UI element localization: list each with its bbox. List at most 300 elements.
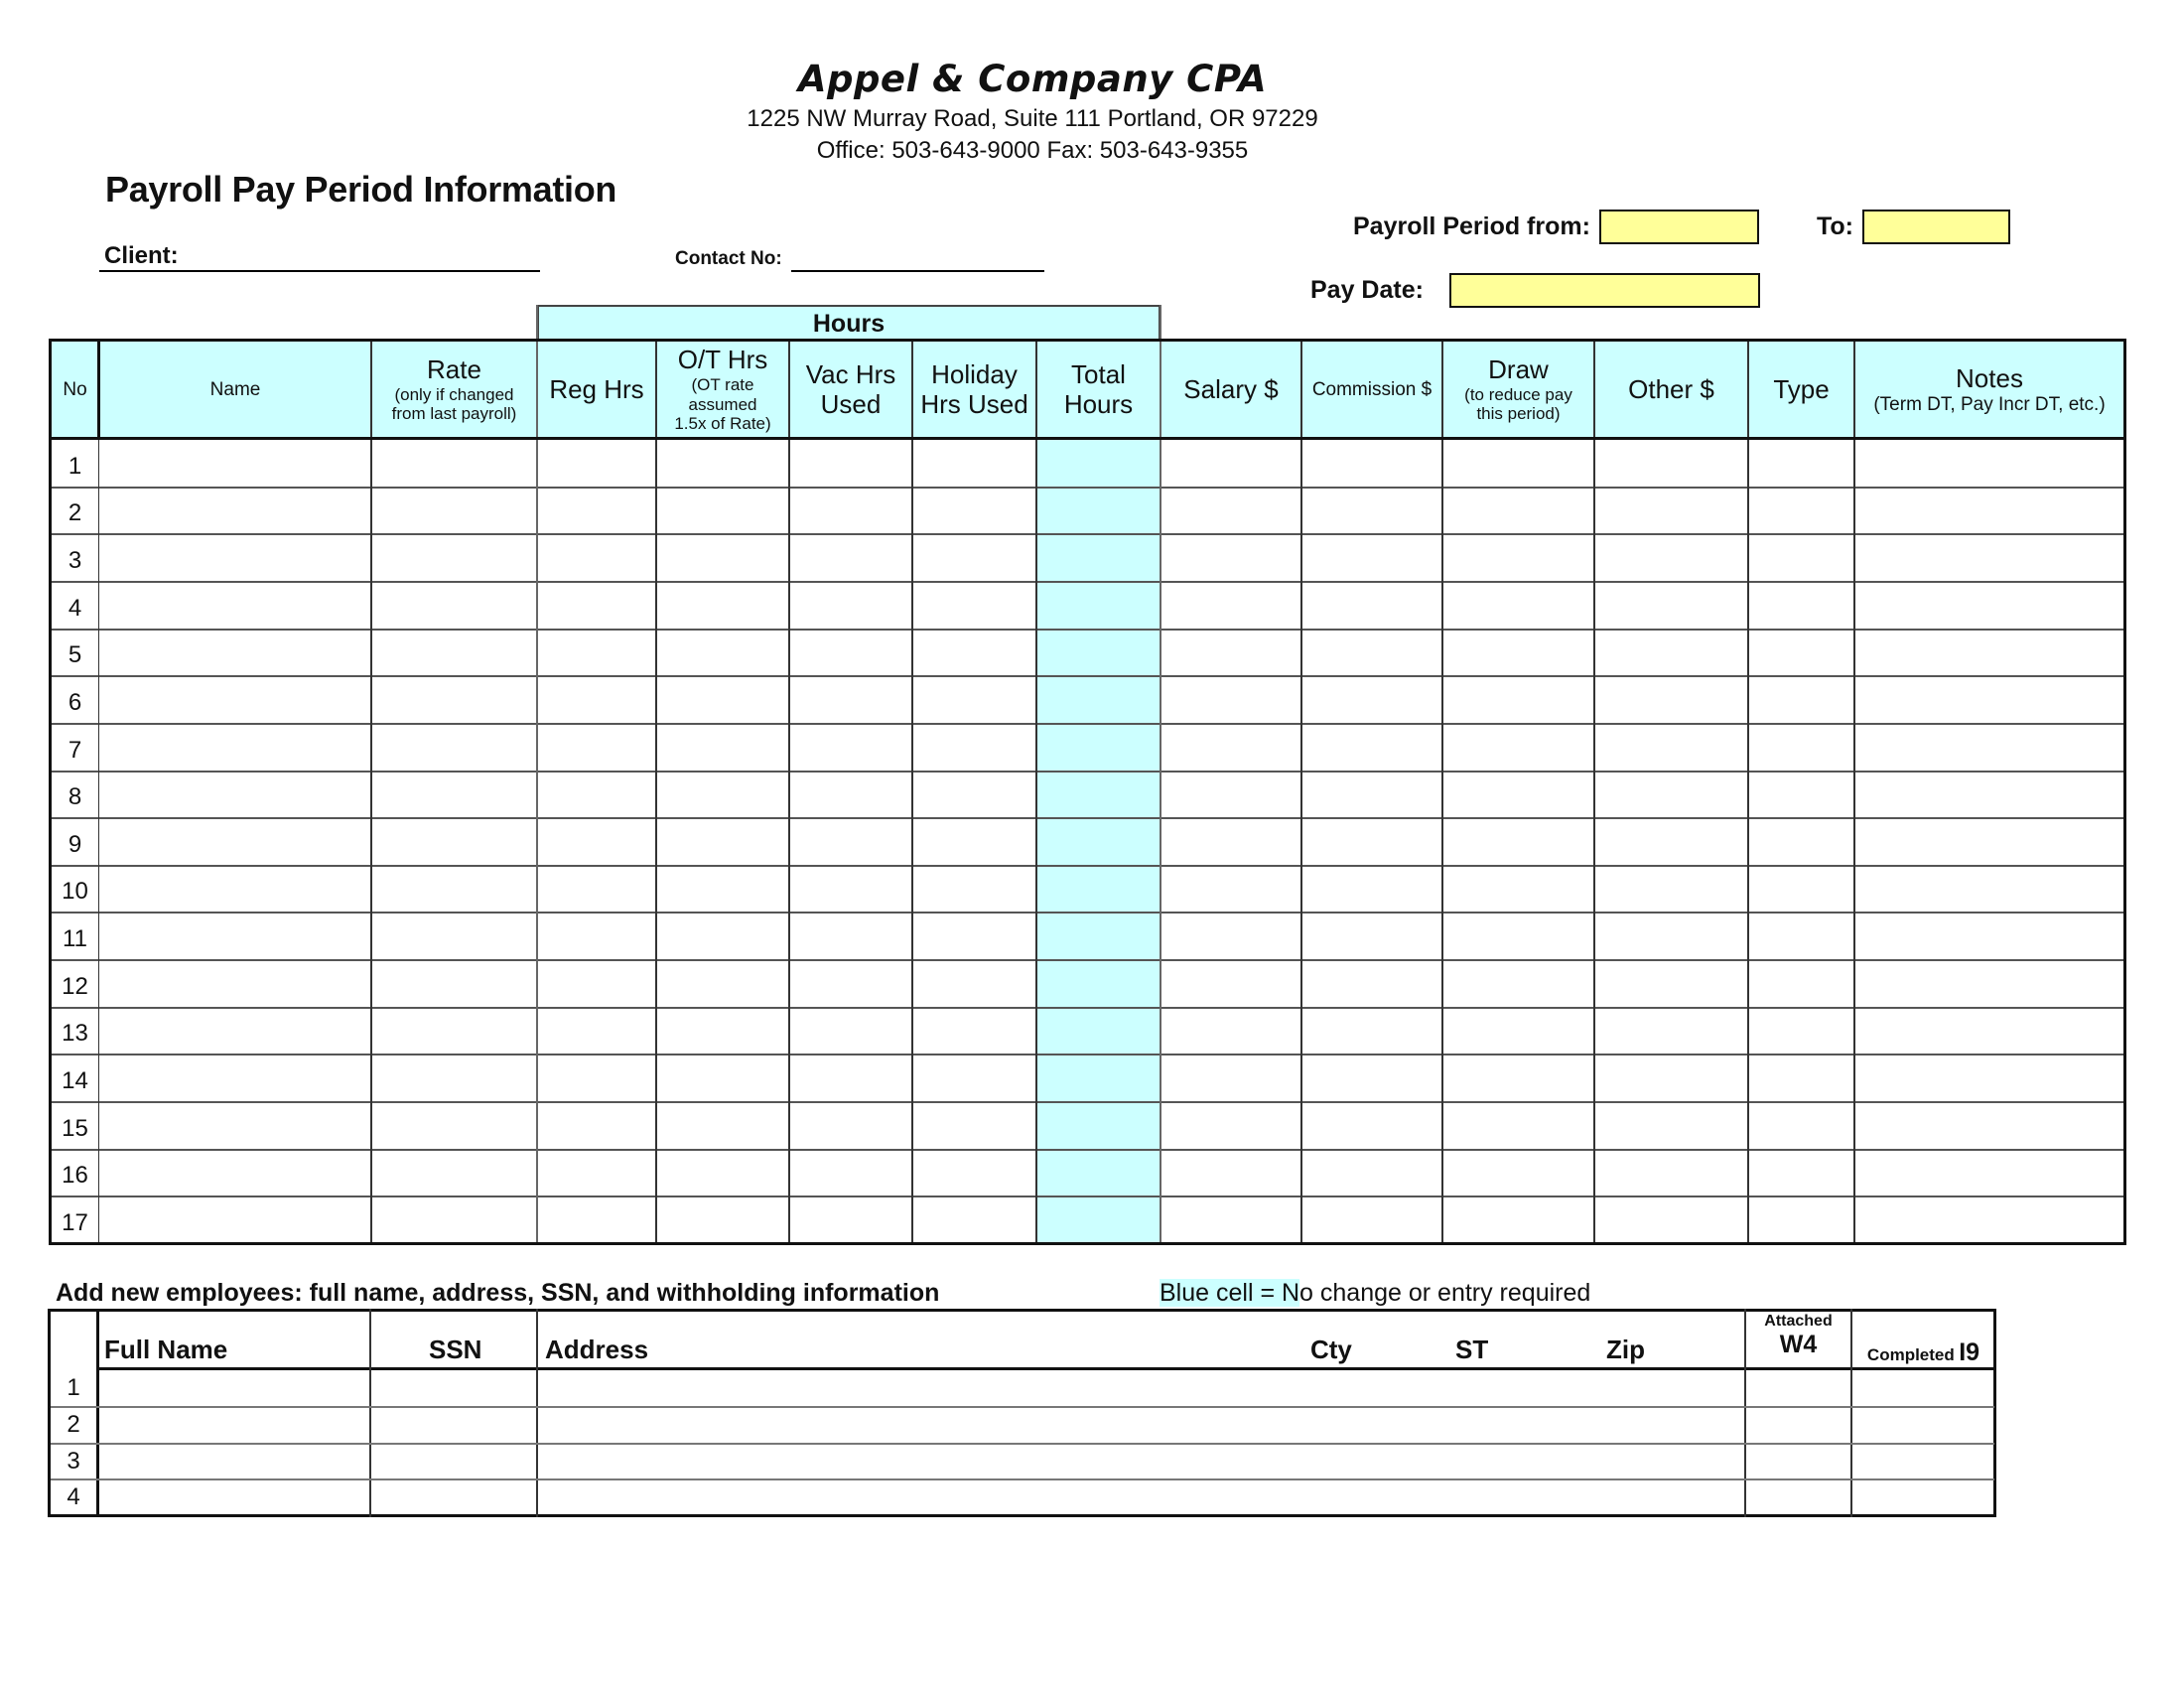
- cell-draw[interactable]: [1442, 959, 1594, 1007]
- cell-rate[interactable]: [371, 723, 537, 771]
- cell-name[interactable]: [99, 675, 371, 723]
- cell-vac-hrs[interactable]: [789, 1101, 912, 1149]
- cell-commission[interactable]: [1301, 959, 1442, 1007]
- cell-holiday-hrs[interactable]: [912, 533, 1036, 581]
- row-number: 11: [63, 925, 87, 953]
- cell-name[interactable]: [99, 1196, 371, 1243]
- cell-other[interactable]: [1594, 771, 1748, 818]
- cell-reg-hrs[interactable]: [537, 533, 656, 581]
- cell-reg-hrs[interactable]: [537, 581, 656, 629]
- cell-holiday-hrs[interactable]: [912, 675, 1036, 723]
- cell-total-hours: [1036, 533, 1160, 581]
- cell-total-hours: [1036, 1196, 1160, 1243]
- hours-group-header: Hours: [537, 305, 1160, 341]
- cell-rate[interactable]: [371, 581, 537, 629]
- cell-name[interactable]: [99, 1007, 371, 1055]
- cell-rate[interactable]: [371, 629, 537, 676]
- cell-total-hours: [1036, 675, 1160, 723]
- row-line: [51, 865, 2124, 867]
- row-line: [51, 581, 2124, 583]
- cell-salary[interactable]: [1160, 581, 1301, 629]
- col-line: [536, 305, 538, 1243]
- row-number: 15: [62, 1114, 88, 1142]
- cell-commission[interactable]: [1301, 1054, 1442, 1101]
- row-line: [51, 1443, 1994, 1445]
- cell-type[interactable]: [1748, 817, 1854, 865]
- col-line: [370, 340, 372, 1243]
- cell-name[interactable]: [99, 1101, 371, 1149]
- new-emp-cell-ssn[interactable]: [371, 1478, 538, 1515]
- cell-reg-hrs[interactable]: [537, 959, 656, 1007]
- cell-other[interactable]: [1594, 1007, 1748, 1055]
- row-line: [51, 1406, 1994, 1408]
- cell-total-hours: [1036, 723, 1160, 771]
- cell-other[interactable]: [1594, 1149, 1748, 1196]
- cell-vac-hrs[interactable]: [789, 533, 912, 581]
- t2-header-bottom: [97, 1367, 1996, 1370]
- cell-total-hours: [1036, 439, 1160, 487]
- cell-type[interactable]: [1748, 675, 1854, 723]
- col-line: [1850, 1309, 1852, 1517]
- cell-name[interactable]: [99, 439, 371, 487]
- row-number: 7: [68, 736, 82, 764]
- cell-draw[interactable]: [1442, 1054, 1594, 1101]
- cell-draw[interactable]: [1442, 865, 1594, 913]
- cell-holiday-hrs[interactable]: [912, 959, 1036, 1007]
- cell-rate[interactable]: [371, 912, 537, 959]
- cell-holiday-hrs[interactable]: [912, 1101, 1036, 1149]
- new-emp-cell-i9[interactable]: [1852, 1478, 1994, 1515]
- cell-type[interactable]: [1748, 1007, 1854, 1055]
- t2-border-top: [48, 1309, 1996, 1312]
- cell-vac-hrs[interactable]: [789, 1054, 912, 1101]
- row-line: [51, 1149, 2124, 1151]
- cell-ot-hrs[interactable]: [656, 675, 789, 723]
- t2-border-bottom: [48, 1514, 1996, 1517]
- cell-vac-hrs[interactable]: [789, 439, 912, 487]
- cell-notes[interactable]: [1854, 959, 2124, 1007]
- cell-commission[interactable]: [1301, 1007, 1442, 1055]
- cell-salary[interactable]: [1160, 533, 1301, 581]
- cell-other[interactable]: [1594, 581, 1748, 629]
- cell-holiday-hrs[interactable]: [912, 439, 1036, 487]
- cell-draw[interactable]: [1442, 817, 1594, 865]
- cell-holiday-hrs[interactable]: [912, 1007, 1036, 1055]
- cell-notes[interactable]: [1854, 817, 2124, 865]
- cell-draw[interactable]: [1442, 1196, 1594, 1243]
- cell-ot-hrs[interactable]: [656, 581, 789, 629]
- cell-rate[interactable]: [371, 487, 537, 534]
- cell-other[interactable]: [1594, 817, 1748, 865]
- cell-total-hours: [1036, 1054, 1160, 1101]
- row-line: [51, 1478, 1994, 1480]
- col-line: [655, 340, 657, 1243]
- cell-reg-hrs[interactable]: [537, 1007, 656, 1055]
- new-emp-cell-full-name[interactable]: [99, 1369, 371, 1406]
- cell-other[interactable]: [1594, 533, 1748, 581]
- cell-holiday-hrs[interactable]: [912, 912, 1036, 959]
- cell-draw[interactable]: [1442, 912, 1594, 959]
- cell-draw[interactable]: [1442, 581, 1594, 629]
- cell-type[interactable]: [1748, 581, 1854, 629]
- cell-other[interactable]: [1594, 865, 1748, 913]
- cell-total-hours: [1036, 487, 1160, 534]
- cell-commission[interactable]: [1301, 487, 1442, 534]
- period-from-input[interactable]: [1599, 210, 1759, 244]
- cell-commission[interactable]: [1301, 581, 1442, 629]
- cell-rate[interactable]: [371, 675, 537, 723]
- cell-salary[interactable]: [1160, 1054, 1301, 1101]
- col-header-address: Address: [545, 1335, 649, 1364]
- cell-draw[interactable]: [1442, 487, 1594, 534]
- row-line: [51, 629, 2124, 631]
- row-number: 13: [62, 1020, 88, 1048]
- cell-rate[interactable]: [371, 865, 537, 913]
- cell-notes[interactable]: [1854, 1149, 2124, 1196]
- row-number: 2: [68, 499, 82, 527]
- cell-salary[interactable]: [1160, 439, 1301, 487]
- cell-rate[interactable]: [371, 959, 537, 1007]
- new-emp-row-number: 2: [67, 1410, 80, 1438]
- col-header-zip: Zip: [1606, 1335, 1645, 1364]
- row-line: [51, 1007, 2124, 1009]
- cell-vac-hrs[interactable]: [789, 675, 912, 723]
- cell-holiday-hrs[interactable]: [912, 771, 1036, 818]
- new-emp-cell-full-name[interactable]: [99, 1478, 371, 1515]
- cell-ot-hrs[interactable]: [656, 1101, 789, 1149]
- cell-salary[interactable]: [1160, 629, 1301, 676]
- cell-commission[interactable]: [1301, 439, 1442, 487]
- col-header-ssn: SSN: [429, 1335, 482, 1364]
- row-line: [51, 487, 2124, 489]
- new-emp-cell-ssn[interactable]: [371, 1369, 538, 1406]
- cell-vac-hrs[interactable]: [789, 817, 912, 865]
- cell-other[interactable]: [1594, 1054, 1748, 1101]
- row-line: [51, 1054, 2124, 1055]
- col-header-rate: Rate (only if changed from last payroll): [371, 341, 537, 439]
- cell-reg-hrs[interactable]: [537, 439, 656, 487]
- cell-ot-hrs[interactable]: [656, 723, 789, 771]
- col-header-other: Other $: [1594, 341, 1748, 439]
- cell-reg-hrs[interactable]: [537, 723, 656, 771]
- cell-salary[interactable]: [1160, 487, 1301, 534]
- cell-vac-hrs[interactable]: [789, 865, 912, 913]
- table-border-bottom: [49, 1242, 2126, 1245]
- cell-rate[interactable]: [371, 1007, 537, 1055]
- cell-reg-hrs[interactable]: [537, 865, 656, 913]
- cell-holiday-hrs[interactable]: [912, 487, 1036, 534]
- cell-type[interactable]: [1748, 912, 1854, 959]
- cell-salary[interactable]: [1160, 912, 1301, 959]
- cell-type[interactable]: [1748, 723, 1854, 771]
- pay-date-input[interactable]: [1449, 273, 1760, 308]
- cell-name[interactable]: [99, 723, 371, 771]
- cell-ot-hrs[interactable]: [656, 771, 789, 818]
- cell-reg-hrs[interactable]: [537, 1196, 656, 1243]
- t2-border-left: [48, 1309, 51, 1517]
- cell-type[interactable]: [1748, 533, 1854, 581]
- cell-vac-hrs[interactable]: [789, 629, 912, 676]
- cell-type[interactable]: [1748, 487, 1854, 534]
- new-emp-cell-address[interactable]: [538, 1406, 1746, 1443]
- cell-salary[interactable]: [1160, 1007, 1301, 1055]
- cell-commission[interactable]: [1301, 1149, 1442, 1196]
- cell-rate[interactable]: [371, 1054, 537, 1101]
- col-header-holiday-hrs: Holiday Hrs Used: [912, 341, 1036, 439]
- cell-draw[interactable]: [1442, 533, 1594, 581]
- cell-rate[interactable]: [371, 771, 537, 818]
- cell-salary[interactable]: [1160, 1149, 1301, 1196]
- col-line: [1160, 305, 1161, 1243]
- cell-salary[interactable]: [1160, 865, 1301, 913]
- cell-salary[interactable]: [1160, 771, 1301, 818]
- cell-ot-hrs[interactable]: [656, 439, 789, 487]
- cell-ot-hrs[interactable]: [656, 1054, 789, 1101]
- cell-holiday-hrs[interactable]: [912, 1196, 1036, 1243]
- table-border-right: [2123, 340, 2126, 1245]
- cell-type[interactable]: [1748, 959, 1854, 1007]
- cell-commission[interactable]: [1301, 675, 1442, 723]
- period-to-input[interactable]: [1862, 210, 2010, 244]
- cell-reg-hrs[interactable]: [537, 629, 656, 676]
- cell-type[interactable]: [1748, 629, 1854, 676]
- cell-rate[interactable]: [371, 817, 537, 865]
- cell-notes[interactable]: [1854, 723, 2124, 771]
- cell-draw[interactable]: [1442, 629, 1594, 676]
- cell-type[interactable]: [1748, 1196, 1854, 1243]
- cell-vac-hrs[interactable]: [789, 959, 912, 1007]
- cell-total-hours: [1036, 1149, 1160, 1196]
- cell-ot-hrs[interactable]: [656, 865, 789, 913]
- cell-rate[interactable]: [371, 1149, 537, 1196]
- cell-ot-hrs[interactable]: [656, 1007, 789, 1055]
- cell-vac-hrs[interactable]: [789, 1007, 912, 1055]
- cell-vac-hrs[interactable]: [789, 723, 912, 771]
- cell-name[interactable]: [99, 487, 371, 534]
- cell-ot-hrs[interactable]: [656, 959, 789, 1007]
- row-line: [51, 1196, 2124, 1197]
- cell-other[interactable]: [1594, 1101, 1748, 1149]
- cell-notes[interactable]: [1854, 487, 2124, 534]
- cell-commission[interactable]: [1301, 723, 1442, 771]
- col-header-notes: Notes (Term DT, Pay Incr DT, etc.): [1854, 341, 2124, 439]
- cell-type[interactable]: [1748, 1149, 1854, 1196]
- cell-holiday-hrs[interactable]: [912, 581, 1036, 629]
- cell-name[interactable]: [99, 629, 371, 676]
- row-line: [51, 912, 2124, 914]
- form-title: Payroll Pay Period Information: [105, 169, 617, 210]
- cell-ot-hrs[interactable]: [656, 1149, 789, 1196]
- cell-salary[interactable]: [1160, 959, 1301, 1007]
- cell-total-hours: [1036, 817, 1160, 865]
- cell-salary[interactable]: [1160, 723, 1301, 771]
- col-line: [96, 1309, 99, 1517]
- cell-other[interactable]: [1594, 1196, 1748, 1243]
- cell-salary[interactable]: [1160, 675, 1301, 723]
- cell-total-hours: [1036, 1101, 1160, 1149]
- cell-holiday-hrs[interactable]: [912, 817, 1036, 865]
- cell-notes[interactable]: [1854, 439, 2124, 487]
- new-emp-cell-i9[interactable]: [1852, 1406, 1994, 1443]
- cell-type[interactable]: [1748, 771, 1854, 818]
- cell-commission[interactable]: [1301, 1101, 1442, 1149]
- row-line: [51, 959, 2124, 961]
- cell-holiday-hrs[interactable]: [912, 1054, 1036, 1101]
- col-header-w4: Attached W4: [1764, 1313, 1833, 1358]
- cell-reg-hrs[interactable]: [537, 1101, 656, 1149]
- cell-commission[interactable]: [1301, 817, 1442, 865]
- cell-holiday-hrs[interactable]: [912, 865, 1036, 913]
- cell-draw[interactable]: [1442, 1101, 1594, 1149]
- new-emp-cell-address[interactable]: [538, 1443, 1746, 1479]
- cell-rate[interactable]: [371, 1196, 537, 1243]
- col-line: [1035, 340, 1037, 1243]
- col-line: [1441, 340, 1443, 1243]
- cell-type[interactable]: [1748, 1101, 1854, 1149]
- table-border-top: [49, 339, 2126, 342]
- cell-notes[interactable]: [1854, 533, 2124, 581]
- cell-commission[interactable]: [1301, 865, 1442, 913]
- cell-name[interactable]: [99, 1054, 371, 1101]
- cell-holiday-hrs[interactable]: [912, 723, 1036, 771]
- new-emp-cell-ssn[interactable]: [371, 1443, 538, 1479]
- cell-ot-hrs[interactable]: [656, 487, 789, 534]
- cell-reg-hrs[interactable]: [537, 675, 656, 723]
- cell-vac-hrs[interactable]: [789, 912, 912, 959]
- contact-no-field[interactable]: [791, 246, 1044, 272]
- col-header-city: Cty: [1310, 1335, 1352, 1364]
- col-header-reg-hrs: Reg Hrs: [537, 341, 656, 439]
- new-emp-cell-i9[interactable]: [1852, 1443, 1994, 1479]
- cell-type[interactable]: [1748, 439, 1854, 487]
- cell-name[interactable]: [99, 771, 371, 818]
- cell-notes[interactable]: [1854, 675, 2124, 723]
- cell-name[interactable]: [99, 959, 371, 1007]
- cell-salary[interactable]: [1160, 1101, 1301, 1149]
- cell-reg-hrs[interactable]: [537, 487, 656, 534]
- row-line: [51, 723, 2124, 725]
- cell-ot-hrs[interactable]: [656, 1196, 789, 1243]
- cell-vac-hrs[interactable]: [789, 1149, 912, 1196]
- cell-type[interactable]: [1748, 1054, 1854, 1101]
- new-emp-cell-address[interactable]: [538, 1478, 1746, 1515]
- cell-name[interactable]: [99, 1149, 371, 1196]
- cell-other[interactable]: [1594, 723, 1748, 771]
- cell-name[interactable]: [99, 581, 371, 629]
- blue-cell-legend: Blue cell = No change or entry required: [1160, 1279, 1591, 1307]
- cell-notes[interactable]: [1854, 1007, 2124, 1055]
- cell-ot-hrs[interactable]: [656, 533, 789, 581]
- cell-other[interactable]: [1594, 487, 1748, 534]
- cell-notes[interactable]: [1854, 912, 2124, 959]
- cell-type[interactable]: [1748, 865, 1854, 913]
- cell-total-hours: [1036, 959, 1160, 1007]
- cell-reg-hrs[interactable]: [537, 771, 656, 818]
- col-header-full-name: Full Name: [104, 1335, 228, 1364]
- new-emp-cell-full-name[interactable]: [99, 1406, 371, 1443]
- client-field[interactable]: [99, 242, 540, 270]
- cell-notes[interactable]: [1854, 1054, 2124, 1101]
- cell-salary[interactable]: [1160, 817, 1301, 865]
- cell-other[interactable]: [1594, 629, 1748, 676]
- cell-draw[interactable]: [1442, 675, 1594, 723]
- cell-vac-hrs[interactable]: [789, 771, 912, 818]
- cell-commission[interactable]: [1301, 629, 1442, 676]
- cell-name[interactable]: [99, 817, 371, 865]
- cell-vac-hrs[interactable]: [789, 487, 912, 534]
- cell-total-hours: [1036, 1007, 1160, 1055]
- cell-name[interactable]: [99, 912, 371, 959]
- cell-commission[interactable]: [1301, 533, 1442, 581]
- cell-other[interactable]: [1594, 912, 1748, 959]
- cell-name[interactable]: [99, 865, 371, 913]
- company-address: 1225 NW Murray Road, Suite 111 Portland, OR 97229: [747, 105, 1318, 132]
- cell-draw[interactable]: [1442, 771, 1594, 818]
- new-emp-cell-w4[interactable]: [1746, 1443, 1852, 1479]
- cell-other[interactable]: [1594, 959, 1748, 1007]
- cell-notes[interactable]: [1854, 629, 2124, 676]
- cell-holiday-hrs[interactable]: [912, 1149, 1036, 1196]
- cell-draw[interactable]: [1442, 1007, 1594, 1055]
- cell-reg-hrs[interactable]: [537, 817, 656, 865]
- col-line: [97, 340, 100, 439]
- cell-vac-hrs[interactable]: [789, 1196, 912, 1243]
- new-emp-cell-w4[interactable]: [1746, 1369, 1852, 1406]
- new-emp-cell-full-name[interactable]: [99, 1443, 371, 1479]
- cell-notes[interactable]: [1854, 581, 2124, 629]
- cell-ot-hrs[interactable]: [656, 817, 789, 865]
- company-phone-fax: Office: 503-643-9000 Fax: 503-643-9355: [816, 137, 1249, 164]
- cell-other[interactable]: [1594, 439, 1748, 487]
- row-number: 10: [62, 878, 88, 906]
- cell-reg-hrs[interactable]: [537, 912, 656, 959]
- cell-reg-hrs[interactable]: [537, 1054, 656, 1101]
- cell-rate[interactable]: [371, 439, 537, 487]
- cell-rate[interactable]: [371, 1101, 537, 1149]
- cell-salary[interactable]: [1160, 1196, 1301, 1243]
- cell-ot-hrs[interactable]: [656, 629, 789, 676]
- cell-commission[interactable]: [1301, 912, 1442, 959]
- cell-other[interactable]: [1594, 675, 1748, 723]
- cell-draw[interactable]: [1442, 439, 1594, 487]
- cell-notes[interactable]: [1854, 1101, 2124, 1149]
- cell-draw[interactable]: [1442, 723, 1594, 771]
- new-emp-cell-w4[interactable]: [1746, 1406, 1852, 1443]
- cell-notes[interactable]: [1854, 1196, 2124, 1243]
- cell-reg-hrs[interactable]: [537, 1149, 656, 1196]
- cell-total-hours: [1036, 629, 1160, 676]
- cell-rate[interactable]: [371, 533, 537, 581]
- new-emp-cell-w4[interactable]: [1746, 1478, 1852, 1515]
- row-number: 8: [68, 783, 82, 811]
- cell-ot-hrs[interactable]: [656, 912, 789, 959]
- col-header-vac-hrs: Vac Hrs Used: [789, 341, 912, 439]
- cell-vac-hrs[interactable]: [789, 581, 912, 629]
- cell-holiday-hrs[interactable]: [912, 629, 1036, 676]
- cell-name[interactable]: [99, 533, 371, 581]
- cell-notes[interactable]: [1854, 771, 2124, 818]
- new-emp-cell-address[interactable]: [538, 1369, 1746, 1406]
- cell-notes[interactable]: [1854, 865, 2124, 913]
- row-number: 6: [68, 688, 82, 716]
- new-emp-cell-ssn[interactable]: [371, 1406, 538, 1443]
- col-header-i9: Completed I9: [1866, 1338, 1980, 1366]
- new-employees-title: Add new employees: full name, address, SSN, and withholding information: [56, 1279, 940, 1307]
- cell-commission[interactable]: [1301, 1196, 1442, 1243]
- cell-draw[interactable]: [1442, 1149, 1594, 1196]
- new-emp-cell-i9[interactable]: [1852, 1369, 1994, 1406]
- cell-commission[interactable]: [1301, 771, 1442, 818]
